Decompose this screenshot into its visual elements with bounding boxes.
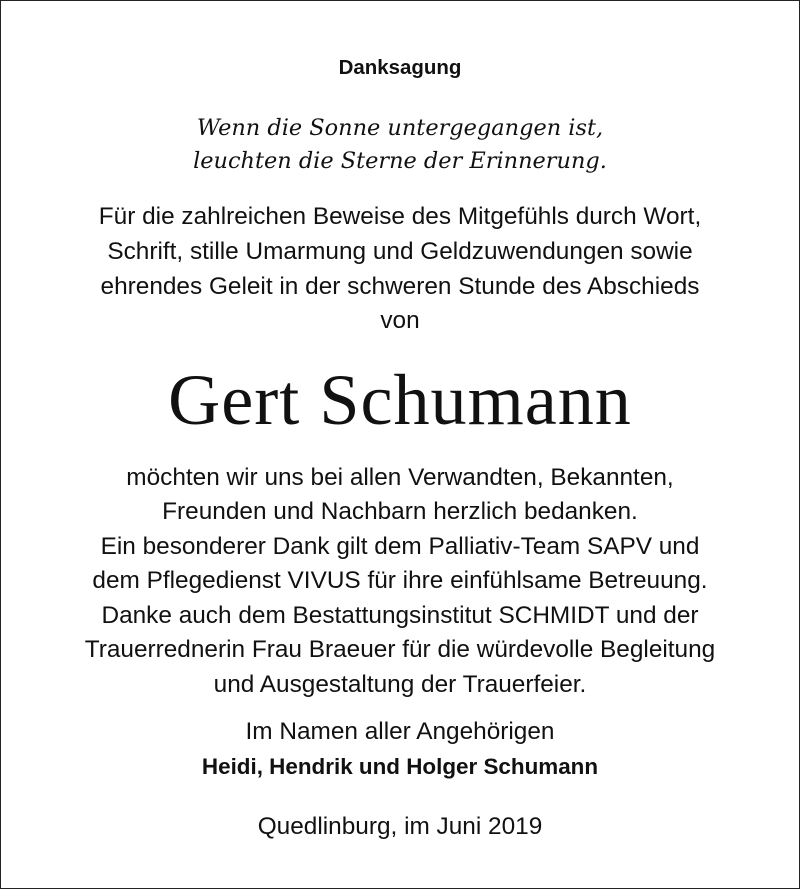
thanks-line-3: Ein besonderer Dank gilt dem Palliativ-Team SAPV und — [100, 533, 700, 560]
thanks-line-6: Trauerrednerin Frau Braeuer für die würdevolle Begleitung — [84, 636, 716, 663]
thanks-line-5: Danke auch dem Bestattungsinstitut SCHMIDT und der — [101, 602, 699, 629]
place-date: Quedlinburg, im Juni 2019 — [257, 813, 543, 840]
notice-heading: Danksagung — [338, 56, 462, 79]
intro-line-1: Für die zahlreichen Beweise des Mitgefühls durch Wort, — [98, 203, 702, 230]
motto-line-2: leuchten die Sterne der Erinnerung. — [193, 148, 607, 174]
deceased-name: Gert Schumann — [168, 360, 632, 440]
thanks-line-2: Freunden und Nachbarn herzlich bedanken. — [162, 498, 638, 525]
motto-line-1: Wenn die Sonne untergegangen ist, — [196, 115, 604, 141]
on-behalf-line: Im Namen aller Angehörigen — [245, 718, 555, 745]
thanks-line-4: dem Pflegedienst VIVUS für ihre einfühlsame Betreuung. — [92, 567, 708, 594]
intro-line-4: von — [380, 307, 420, 334]
thanks-line-1: möchten wir uns bei allen Verwandten, Bekannten, — [126, 464, 674, 491]
thanks-line-7: und Ausgestaltung der Trauerfeier. — [213, 671, 587, 698]
intro-line-3: ehrendes Geleit in der schweren Stunde des Abschieds — [100, 273, 700, 300]
signer-names: Heidi, Hendrik und Holger Schumann — [201, 754, 599, 779]
intro-line-2: Schrift, stille Umarmung und Geldzuwendungen sowie — [107, 238, 693, 265]
